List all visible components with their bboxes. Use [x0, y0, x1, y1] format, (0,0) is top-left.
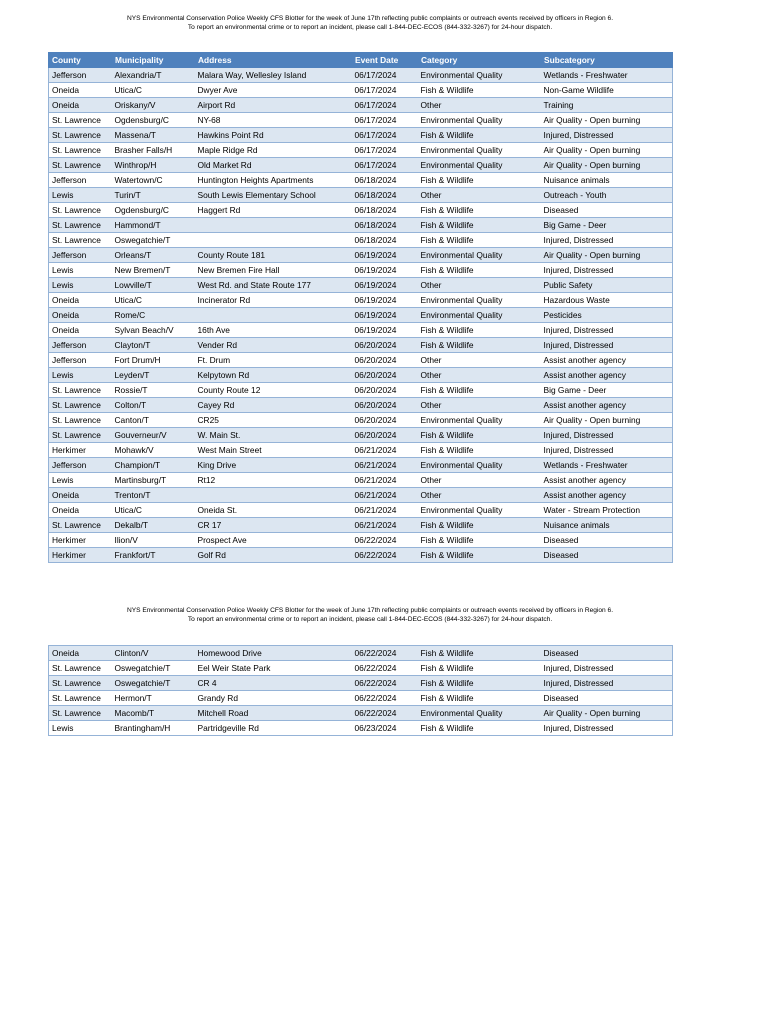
table-row — [49, 248, 673, 263]
cell-subcategory: Diseased — [541, 203, 673, 218]
column-header-municipality: Municipality — [112, 53, 195, 68]
cell-event-date: 06/17/2024 — [352, 68, 418, 83]
cell-address: Eel Weir State Park — [195, 661, 352, 676]
cell-event-date: 06/22/2024 — [352, 661, 418, 676]
cell-address: CR25 — [195, 413, 352, 428]
cell-subcategory: Air Quality - Open burning — [541, 413, 673, 428]
header-line-1: NYS Environmental Conservation Police Weekly CFS Blotter for the week of June 17th reflecting public complaints or outreach events received by officers in Region 6. — [126, 15, 614, 22]
cell-address — [195, 233, 352, 248]
cell-subcategory: Injured, Distressed — [541, 428, 673, 443]
cell-event-date: 06/17/2024 — [352, 98, 418, 113]
cell-county: St. Lawrence — [49, 203, 112, 218]
table-row — [49, 428, 673, 443]
table-row — [49, 98, 673, 113]
table-row — [49, 721, 673, 736]
cell-subcategory: Injured, Distressed — [541, 661, 673, 676]
cell-county: Oneida — [49, 503, 112, 518]
cell-event-date: 06/20/2024 — [352, 398, 418, 413]
table-row — [49, 383, 673, 398]
cell-municipality: Lowville/T — [112, 278, 195, 293]
cell-subcategory: Air Quality - Open burning — [541, 158, 673, 173]
cell-municipality: Fort Drum/H — [112, 353, 195, 368]
cell-address: County Route 12 — [195, 383, 352, 398]
table-row — [49, 203, 673, 218]
cell-subcategory: Nuisance animals — [541, 518, 673, 533]
table-row — [49, 646, 673, 661]
cell-address: Homewood Drive — [195, 646, 352, 661]
cell-event-date: 06/18/2024 — [352, 218, 418, 233]
table-row — [49, 293, 673, 308]
cell-address: Ft. Drum — [195, 353, 352, 368]
cell-event-date: 06/21/2024 — [352, 488, 418, 503]
cell-event-date: 06/17/2024 — [352, 158, 418, 173]
cell-category: Fish & Wildlife — [418, 203, 541, 218]
cell-subcategory: Air Quality - Open burning — [541, 143, 673, 158]
cell-event-date: 06/21/2024 — [352, 443, 418, 458]
cell-county: Oneida — [49, 646, 112, 661]
cell-municipality: Winthrop/H — [112, 158, 195, 173]
cell-category: Environmental Quality — [418, 68, 541, 83]
cell-address: County Route 181 — [195, 248, 352, 263]
cell-county: Jefferson — [49, 248, 112, 263]
table-row — [49, 323, 673, 338]
cell-event-date: 06/21/2024 — [352, 458, 418, 473]
cell-event-date: 06/18/2024 — [352, 233, 418, 248]
cell-county: St. Lawrence — [49, 661, 112, 676]
table-row — [49, 368, 673, 383]
cell-event-date: 06/19/2024 — [352, 308, 418, 323]
cell-county: Lewis — [49, 188, 112, 203]
cell-municipality: Turin/T — [112, 188, 195, 203]
cell-address — [195, 308, 352, 323]
cell-event-date: 06/18/2024 — [352, 188, 418, 203]
cell-event-date: 06/19/2024 — [352, 248, 418, 263]
cell-municipality: Brasher Falls/H — [112, 143, 195, 158]
table-row — [49, 443, 673, 458]
header-line-2: To report an environmental crime or to report an incident, please call 1-844-DEC-ECOS (844-332-3267) for 24-hour dispatch. — [187, 23, 553, 31]
cell-event-date: 06/18/2024 — [352, 173, 418, 188]
cell-subcategory: Big Game - Deer — [541, 383, 673, 398]
cell-county: Jefferson — [49, 338, 112, 353]
cell-category: Fish & Wildlife — [418, 661, 541, 676]
cell-category: Other — [418, 98, 541, 113]
table-row — [49, 548, 673, 563]
cell-category: Fish & Wildlife — [418, 428, 541, 443]
cell-address: West Main Street — [195, 443, 352, 458]
cell-address: Maple Ridge Rd — [195, 143, 352, 158]
cell-municipality: Frankfort/T — [112, 548, 195, 563]
cell-event-date: 06/19/2024 — [352, 293, 418, 308]
table-row — [49, 488, 673, 503]
cell-address: Hawkins Point Rd — [195, 128, 352, 143]
page-header — [60, 15, 680, 32]
cell-subcategory: Assist another agency — [541, 398, 673, 413]
cell-county: Oneida — [49, 488, 112, 503]
cell-subcategory: Diseased — [541, 691, 673, 706]
cell-event-date: 06/17/2024 — [352, 83, 418, 98]
table-header-row — [49, 53, 673, 68]
cell-category: Environmental Quality — [418, 113, 541, 128]
cell-county: St. Lawrence — [49, 383, 112, 398]
cell-address: Oneida St. — [195, 503, 352, 518]
cell-category: Fish & Wildlife — [418, 233, 541, 248]
cell-category: Fish & Wildlife — [418, 646, 541, 661]
cell-municipality: Dekalb/T — [112, 518, 195, 533]
table-row — [49, 233, 673, 248]
cell-county: Jefferson — [49, 173, 112, 188]
cell-subcategory: Water - Stream Protection — [541, 503, 673, 518]
cell-event-date: 06/17/2024 — [352, 143, 418, 158]
cell-category: Fish & Wildlife — [418, 676, 541, 691]
cell-event-date: 06/22/2024 — [352, 548, 418, 563]
cell-category: Environmental Quality — [418, 413, 541, 428]
cell-subcategory: Injured, Distressed — [541, 721, 673, 736]
cell-subcategory: Pesticides — [541, 308, 673, 323]
cell-category: Environmental Quality — [418, 143, 541, 158]
cell-county: St. Lawrence — [49, 233, 112, 248]
cell-category: Fish & Wildlife — [418, 128, 541, 143]
cell-address: Golf Rd — [195, 548, 352, 563]
cell-category: Fish & Wildlife — [418, 218, 541, 233]
cell-event-date: 06/19/2024 — [352, 323, 418, 338]
cell-municipality: Rome/C — [112, 308, 195, 323]
cell-municipality: Trenton/T — [112, 488, 195, 503]
table-row — [49, 691, 673, 706]
cell-subcategory: Injured, Distressed — [541, 676, 673, 691]
cell-category: Environmental Quality — [418, 248, 541, 263]
cell-address: W. Main St. — [195, 428, 352, 443]
cell-event-date: 06/20/2024 — [352, 353, 418, 368]
table-row — [49, 676, 673, 691]
cell-county: Herkimer — [49, 443, 112, 458]
cell-event-date: 06/22/2024 — [352, 646, 418, 661]
cell-subcategory: Assist another agency — [541, 488, 673, 503]
cell-event-date: 06/22/2024 — [352, 676, 418, 691]
cell-address: Dwyer Ave — [195, 83, 352, 98]
cell-address: South Lewis Elementary School — [195, 188, 352, 203]
table-row — [49, 188, 673, 203]
cell-category: Environmental Quality — [418, 458, 541, 473]
cell-event-date: 06/22/2024 — [352, 533, 418, 548]
cell-subcategory: Outreach - Youth — [541, 188, 673, 203]
cell-county: St. Lawrence — [49, 143, 112, 158]
cell-category: Other — [418, 278, 541, 293]
cell-county: Jefferson — [49, 68, 112, 83]
table-row — [49, 533, 673, 548]
cell-event-date: 06/21/2024 — [352, 518, 418, 533]
cell-address: Haggert Rd — [195, 203, 352, 218]
cell-county: St. Lawrence — [49, 413, 112, 428]
cell-event-date: 06/20/2024 — [352, 413, 418, 428]
cell-municipality: Ilion/V — [112, 533, 195, 548]
cell-category: Fish & Wildlife — [418, 323, 541, 338]
cell-address: King Drive — [195, 458, 352, 473]
cell-county: Lewis — [49, 263, 112, 278]
cell-municipality: Ogdensburg/C — [112, 113, 195, 128]
cell-event-date: 06/22/2024 — [352, 691, 418, 706]
cell-address: NY-68 — [195, 113, 352, 128]
cell-address: Kelpytown Rd — [195, 368, 352, 383]
cell-county: Lewis — [49, 473, 112, 488]
cell-municipality: Rossie/T — [112, 383, 195, 398]
cell-category: Other — [418, 473, 541, 488]
cell-category: Fish & Wildlife — [418, 173, 541, 188]
cell-county: St. Lawrence — [49, 676, 112, 691]
table-row — [49, 458, 673, 473]
cell-municipality: Oswegatchie/T — [112, 661, 195, 676]
cell-municipality: Ogdensburg/C — [112, 203, 195, 218]
cell-event-date: 06/20/2024 — [352, 338, 418, 353]
cell-address: Old Market Rd — [195, 158, 352, 173]
cell-subcategory: Air Quality - Open burning — [541, 248, 673, 263]
cell-subcategory: Diseased — [541, 646, 673, 661]
cell-address: Rt12 — [195, 473, 352, 488]
cell-municipality: Oswegatchie/T — [112, 676, 195, 691]
cell-county: Herkimer — [49, 548, 112, 563]
cell-subcategory: Injured, Distressed — [541, 338, 673, 353]
cell-category: Fish & Wildlife — [418, 443, 541, 458]
cell-event-date: 06/21/2024 — [352, 473, 418, 488]
cell-event-date: 06/22/2024 — [352, 706, 418, 721]
cell-event-date: 06/21/2024 — [352, 503, 418, 518]
cell-subcategory: Air Quality - Open burning — [541, 706, 673, 721]
cell-event-date: 06/23/2024 — [352, 721, 418, 736]
cell-county: St. Lawrence — [49, 113, 112, 128]
table-row — [49, 143, 673, 158]
table-row — [49, 308, 673, 323]
cell-municipality: Alexandria/T — [112, 68, 195, 83]
column-header-subcategory: Subcategory — [541, 53, 673, 68]
cell-subcategory: Assist another agency — [541, 353, 673, 368]
cell-event-date: 06/20/2024 — [352, 428, 418, 443]
cell-address: Partridgeville Rd — [195, 721, 352, 736]
table-row — [49, 398, 673, 413]
cell-subcategory: Wetlands - Freshwater — [541, 458, 673, 473]
cell-subcategory: Nuisance animals — [541, 173, 673, 188]
cell-subcategory: Diseased — [541, 533, 673, 548]
cell-subcategory: Injured, Distressed — [541, 233, 673, 248]
table-row — [49, 68, 673, 83]
cell-county: Lewis — [49, 368, 112, 383]
cell-category: Fish & Wildlife — [418, 83, 541, 98]
cell-event-date: 06/18/2024 — [352, 203, 418, 218]
table-row — [49, 503, 673, 518]
cell-county: Oneida — [49, 83, 112, 98]
cell-subcategory: Training — [541, 98, 673, 113]
cell-county: Oneida — [49, 308, 112, 323]
cell-address: CR 17 — [195, 518, 352, 533]
cell-address: Airport Rd — [195, 98, 352, 113]
cell-address: Malara Way, Wellesley Island — [195, 68, 352, 83]
cell-subcategory: Wetlands - Freshwater — [541, 68, 673, 83]
cell-subcategory: Public Safety — [541, 278, 673, 293]
cell-subcategory: Non-Game Wildlife — [541, 83, 673, 98]
cell-category: Environmental Quality — [418, 158, 541, 173]
cell-municipality: Gouverneur/V — [112, 428, 195, 443]
cell-municipality: Orleans/T — [112, 248, 195, 263]
cell-county: Oneida — [49, 293, 112, 308]
cell-address: Vender Rd — [195, 338, 352, 353]
cell-municipality: Oriskany/V — [112, 98, 195, 113]
cell-category: Environmental Quality — [418, 308, 541, 323]
cell-county: St. Lawrence — [49, 691, 112, 706]
cell-municipality: Canton/T — [112, 413, 195, 428]
cell-category: Other — [418, 188, 541, 203]
cell-address: Incinerator Rd — [195, 293, 352, 308]
table-row — [49, 278, 673, 293]
table-row — [49, 263, 673, 278]
column-header-event-date: Event Date — [352, 53, 418, 68]
cell-municipality: Oswegatchie/T — [112, 233, 195, 248]
cell-category: Other — [418, 488, 541, 503]
cell-category: Fish & Wildlife — [418, 691, 541, 706]
column-header-address: Address — [195, 53, 352, 68]
cell-address: West Rd. and State Route 177 — [195, 278, 352, 293]
cell-municipality: Utica/C — [112, 293, 195, 308]
table-row — [49, 706, 673, 721]
cell-subcategory: Big Game - Deer — [541, 218, 673, 233]
cell-category: Environmental Quality — [418, 503, 541, 518]
cell-county: Jefferson — [49, 458, 112, 473]
cell-address — [195, 488, 352, 503]
cell-address: Cayey Rd — [195, 398, 352, 413]
table-row — [49, 128, 673, 143]
column-header-county: County — [49, 53, 112, 68]
cell-county: St. Lawrence — [49, 128, 112, 143]
cell-municipality: Leyden/T — [112, 368, 195, 383]
cell-subcategory: Assist another agency — [541, 368, 673, 383]
table-row — [49, 173, 673, 188]
cell-municipality: Hermon/T — [112, 691, 195, 706]
table-row — [49, 518, 673, 533]
cell-category: Other — [418, 398, 541, 413]
cell-category: Other — [418, 353, 541, 368]
cell-municipality: Martinsburg/T — [112, 473, 195, 488]
cell-county: St. Lawrence — [49, 706, 112, 721]
table-row — [49, 338, 673, 353]
cell-county: Jefferson — [49, 353, 112, 368]
cell-category: Fish & Wildlife — [418, 721, 541, 736]
cell-county: Oneida — [49, 323, 112, 338]
cell-municipality: New Bremen/T — [112, 263, 195, 278]
cell-subcategory: Injured, Distressed — [541, 128, 673, 143]
cell-county: St. Lawrence — [49, 428, 112, 443]
cell-subcategory: Injured, Distressed — [541, 323, 673, 338]
cell-municipality: Brantingham/H — [112, 721, 195, 736]
header-line-1: NYS Environmental Conservation Police Weekly CFS Blotter for the week of June 17th reflecting public complaints or outreach events received by officers in Region 6. — [126, 607, 614, 614]
cell-event-date: 06/19/2024 — [352, 263, 418, 278]
table-row — [49, 353, 673, 368]
cell-category: Fish & Wildlife — [418, 533, 541, 548]
blotter-table-continued — [48, 645, 673, 736]
cell-event-date: 06/17/2024 — [352, 113, 418, 128]
cell-address: Grandy Rd — [195, 691, 352, 706]
cell-municipality: Utica/C — [112, 83, 195, 98]
cell-county: Oneida — [49, 98, 112, 113]
cell-address: CR 4 — [195, 676, 352, 691]
cell-subcategory: Injured, Distressed — [541, 443, 673, 458]
cell-category: Environmental Quality — [418, 706, 541, 721]
column-header-category: Category — [418, 53, 541, 68]
cell-subcategory: Air Quality - Open burning — [541, 113, 673, 128]
cell-county: Herkimer — [49, 533, 112, 548]
blotter-table — [48, 52, 673, 563]
table-row — [49, 83, 673, 98]
cell-municipality: Massena/T — [112, 128, 195, 143]
table-row — [49, 158, 673, 173]
cell-event-date: 06/20/2024 — [352, 368, 418, 383]
blotter-table-body — [49, 68, 673, 563]
cell-address: Huntington Heights Apartments — [195, 173, 352, 188]
table-row — [49, 218, 673, 233]
cell-municipality: Champion/T — [112, 458, 195, 473]
cell-address: 16th Ave — [195, 323, 352, 338]
cell-municipality: Watertown/C — [112, 173, 195, 188]
cell-subcategory: Diseased — [541, 548, 673, 563]
cell-category: Other — [418, 368, 541, 383]
cell-municipality: Mohawk/V — [112, 443, 195, 458]
table-row — [49, 661, 673, 676]
cell-subcategory: Assist another agency — [541, 473, 673, 488]
cell-address: Mitchell Road — [195, 706, 352, 721]
cell-category: Fish & Wildlife — [418, 263, 541, 278]
cell-county: St. Lawrence — [49, 218, 112, 233]
blotter-table-continued-body — [49, 646, 673, 736]
cell-county: St. Lawrence — [49, 518, 112, 533]
cell-category: Fish & Wildlife — [418, 383, 541, 398]
cell-address — [195, 218, 352, 233]
cell-subcategory: Injured, Distressed — [541, 263, 673, 278]
table-row — [49, 413, 673, 428]
header-line-2: To report an environmental crime or to report an incident, please call 1-844-DEC-ECOS (844-332-3267) for 24-hour dispatch. — [187, 615, 553, 623]
cell-municipality: Macomb/T — [112, 706, 195, 721]
cell-event-date: 06/20/2024 — [352, 383, 418, 398]
cell-address: Prospect Ave — [195, 533, 352, 548]
page-header-repeat — [60, 607, 680, 624]
table-row — [49, 113, 673, 128]
table-row — [49, 473, 673, 488]
cell-municipality: Clayton/T — [112, 338, 195, 353]
cell-category: Environmental Quality — [418, 293, 541, 308]
cell-county: Lewis — [49, 721, 112, 736]
cell-event-date: 06/17/2024 — [352, 128, 418, 143]
cell-county: St. Lawrence — [49, 158, 112, 173]
cell-category: Fish & Wildlife — [418, 548, 541, 563]
cell-municipality: Colton/T — [112, 398, 195, 413]
cell-category: Fish & Wildlife — [418, 518, 541, 533]
cell-county: Lewis — [49, 278, 112, 293]
cell-municipality: Clinton/V — [112, 646, 195, 661]
cell-event-date: 06/19/2024 — [352, 278, 418, 293]
cell-municipality: Utica/C — [112, 503, 195, 518]
cell-subcategory: Hazardous Waste — [541, 293, 673, 308]
cell-municipality: Hammond/T — [112, 218, 195, 233]
cell-county: St. Lawrence — [49, 398, 112, 413]
cell-address: New Bremen Fire Hall — [195, 263, 352, 278]
cell-municipality: Sylvan Beach/V — [112, 323, 195, 338]
cell-category: Fish & Wildlife — [418, 338, 541, 353]
